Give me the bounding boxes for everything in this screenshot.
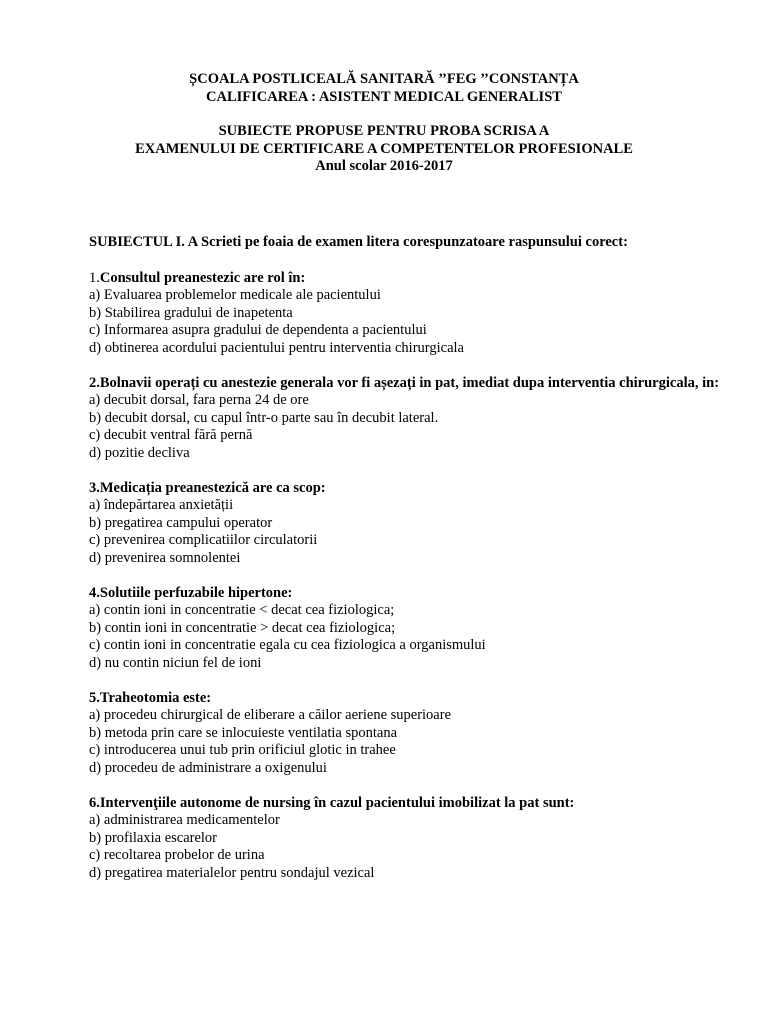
exam-title-line2: EXAMENULUI DE CERTIFICARE A COMPETENTELOR PROFESIONALE	[135, 140, 633, 157]
answer-option: b) pregatirea campului operator	[89, 514, 273, 531]
answer-option: d) pregatirea materialelor pentru sondajul vezical	[89, 864, 375, 881]
answer-option: b) decubit dorsal, cu capul într-o parte sau în decubit lateral.	[89, 409, 439, 426]
question-1	[89, 270, 689, 358]
answer-option: a) contin ioni in concentratie < decat cea fiziologica;	[89, 602, 395, 618]
answer-option: a) îndepărtarea anxietății	[89, 497, 234, 513]
answer-option: a) procedeu chirurgical de eliberare a căilor aeriene superioare	[89, 707, 452, 723]
answer-option: a) Evaluarea problemelor medicale ale pacientului	[89, 287, 381, 303]
question-title: 6.Intervenţiile autonome de nursing în cazul pacientului imobilizat la pat sunt:	[89, 794, 575, 811]
document-header	[0, 71, 768, 176]
answer-option: b) Stabilirea gradului de inapetenta	[89, 304, 293, 321]
answer-option: c) introducerea unui tub prin orificiul glotic in trahee	[89, 742, 396, 758]
answer-option: a) administrarea medicamentelor	[89, 812, 280, 828]
answer-option: d) obtinerea acordului pacientului pentru interventia chirurgicala	[89, 339, 464, 356]
qualification: CALIFICAREA : ASISTENT MEDICAL GENERALIST	[206, 88, 562, 105]
answer-option: b) contin ioni in concentratie > decat cea fiziologica;	[89, 619, 396, 636]
answer-option: c) recoltarea probelor de urina	[89, 847, 265, 863]
question-2	[89, 374, 720, 463]
answer-option: b) profilaxia escarelor	[89, 829, 218, 846]
answer-option: a) decubit dorsal, fara perna 24 de ore	[89, 392, 309, 408]
answer-option: d) pozitie decliva	[89, 444, 190, 461]
question-title: 4.Solutiile perfuzabile hipertone:	[89, 584, 293, 601]
school-year: Anul scolar 2016-2017	[315, 158, 453, 174]
question-title: 2.Bolnavii operați cu anestezie generala vor fi așezați in pat, imediat dupa interventia chirurgicala, in:	[89, 374, 720, 391]
question-6	[89, 795, 689, 883]
answer-option: d) prevenirea somnolentei	[89, 549, 241, 566]
answer-option: c) contin ioni in concentratie egala cu cea fiziologica a organismului	[89, 637, 486, 653]
answer-option: c) prevenirea complicatiilor circulatorii	[89, 532, 318, 548]
question-number: 1.	[89, 269, 100, 286]
exam-title-line1: SUBIECTE PROPUSE PENTRU PROBA SCRISA A	[218, 123, 550, 139]
answer-option: c) decubit ventral fără pernă	[89, 427, 253, 443]
answer-option: c) Informarea asupra gradului de dependenta a pacientului	[89, 322, 427, 338]
subject-heading: SUBIECTUL I. A Scrieti pe foaia de examen litera corespunzatoare raspunsului corect:	[89, 234, 628, 250]
question-5	[89, 690, 689, 778]
question-3	[89, 480, 689, 568]
school-name: ȘCOALA POSTLICEALĂ SANITARĂ ’’FEG ’’CONSTANȚA	[189, 71, 579, 87]
document-body	[89, 234, 720, 900]
answer-option: d) nu contin niciun fel de ioni	[89, 654, 262, 671]
question-title: 1.Consultul preanestezic are rol în:	[89, 269, 306, 286]
question-title: 5.Traheotomia este:	[89, 689, 212, 706]
question-4	[89, 585, 689, 673]
answer-option: d) procedeu de administrare a oxigenului	[89, 759, 327, 776]
question-title: 3.Medicația preanestezică are ca scop:	[89, 479, 326, 496]
answer-option: b) metoda prin care se inlocuieste ventilatia spontana	[89, 724, 398, 741]
